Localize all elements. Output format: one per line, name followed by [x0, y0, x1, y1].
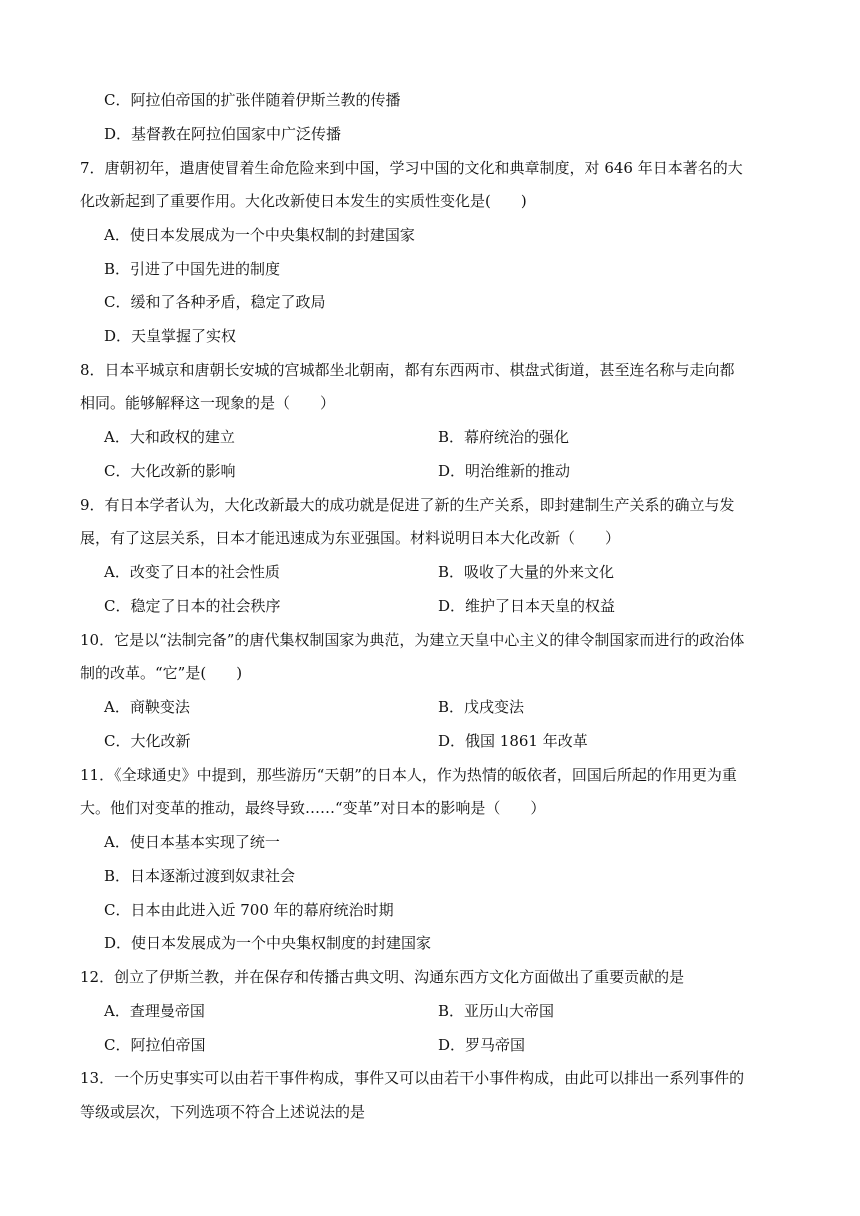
- q11-option-d: D．使日本发展成为一个中央集权制度的封建国家: [104, 934, 432, 952]
- q7-option-c: C．缓和了各种矛盾，稳定了政局: [104, 293, 326, 311]
- q7-option-d: D．天皇掌握了实权: [104, 327, 237, 345]
- q8-option-b: B．幕府统治的强化: [438, 428, 570, 446]
- q12-option-b: B．亚历山大帝国: [438, 1002, 555, 1020]
- q10-option-d: D．俄国 1861 年改革: [438, 732, 588, 750]
- q10-option-c: C．大化改新: [104, 732, 191, 750]
- q10-option-a: A．商鞅变法: [104, 698, 190, 716]
- q9-stem-line1: 9．有日本学者认为，大化改新最大的成功就是促进了新的生产关系，即封建制生产关系的确立与发: [80, 496, 735, 514]
- q7-option-b: B．引进了中国先进的制度: [104, 260, 281, 278]
- q11-stem-line1: 11．《全球通史》中提到，那些游历“天朝”的日本人，作为热情的皈依者，回国后所起的作用更为重: [80, 766, 737, 784]
- q8-stem-line1: 8．日本平城京和唐朝长安城的宫城都坐北朝南，都有东西两市、棋盘式街道，甚至连名称与走向都: [80, 361, 735, 379]
- q6-option-c: C．阿拉伯帝国的扩张伴随着伊斯兰教的传播: [104, 91, 401, 109]
- q8-option-d: D．明治维新的推动: [438, 462, 571, 480]
- q8-option-a: A．大和政权的建立: [104, 428, 235, 446]
- q10-stem-line1: 10．它是以“法制完备”的唐代集权制国家为典范，为建立天皇中心主义的律令制国家而进行的政治体: [80, 631, 745, 649]
- q9-option-c: C．稳定了日本的社会秩序: [104, 597, 281, 615]
- q13-stem-line2: 等级或层次，下列选项不符合上述说法的是: [80, 1103, 366, 1121]
- q12-stem: 12．创立了伊斯兰教，并在保存和传播古典文明、沟通东西方文化方面做出了重要贡献的是: [80, 968, 685, 986]
- q9-option-a: A．改变了日本的社会性质: [104, 563, 280, 581]
- q10-option-b: B．戊戌变法: [438, 698, 525, 716]
- q7-stem-line2: 化改新起到了重要作用。大化改新使日本发生的实质性变化是( ): [80, 192, 527, 210]
- q7-option-a: A．使日本发展成为一个中央集权制的封建国家: [104, 226, 415, 244]
- q10-stem-line2: 制的改革。“它”是( ): [80, 664, 243, 682]
- q12-option-c: C．阿拉伯帝国: [104, 1036, 206, 1054]
- q11-option-a: A．使日本基本实现了统一: [104, 833, 280, 851]
- q8-stem-line2: 相同。能够解释这一现象的是（ ）: [80, 394, 336, 412]
- q13-stem-line1: 13．一个历史事实可以由若干事件构成，事件又可以由若干小事件构成，由此可以排出一系列事件的: [80, 1069, 745, 1087]
- q11-option-b: B．日本逐渐过渡到奴隶社会: [104, 867, 296, 885]
- q6-option-d: D．基督教在阿拉伯国家中广泛传播: [104, 125, 342, 143]
- q7-stem-line1: 7．唐朝初年，遣唐使冒着生命危险来到中国，学习中国的文化和典章制度，对 646 年日本著名的大: [80, 159, 743, 177]
- q11-option-c: C．日本由此进入近 700 年的幕府统治时期: [104, 901, 394, 919]
- q11-stem-line2: 大。他们对变革的推动，最终导致……“变革”对日本的影响是（ ）: [80, 799, 546, 817]
- q12-option-d: D．罗马帝国: [438, 1036, 526, 1054]
- q9-option-b: B．吸收了大量的外来文化: [438, 563, 615, 581]
- q8-option-c: C．大化改新的影响: [104, 462, 236, 480]
- q9-stem-line2: 展，有了这层关系，日本才能迅速成为东亚强国。材料说明日本大化改新（ ）: [80, 529, 621, 547]
- q12-option-a: A．查理曼帝国: [104, 1002, 205, 1020]
- q9-option-d: D．维护了日本天皇的权益: [438, 597, 616, 615]
